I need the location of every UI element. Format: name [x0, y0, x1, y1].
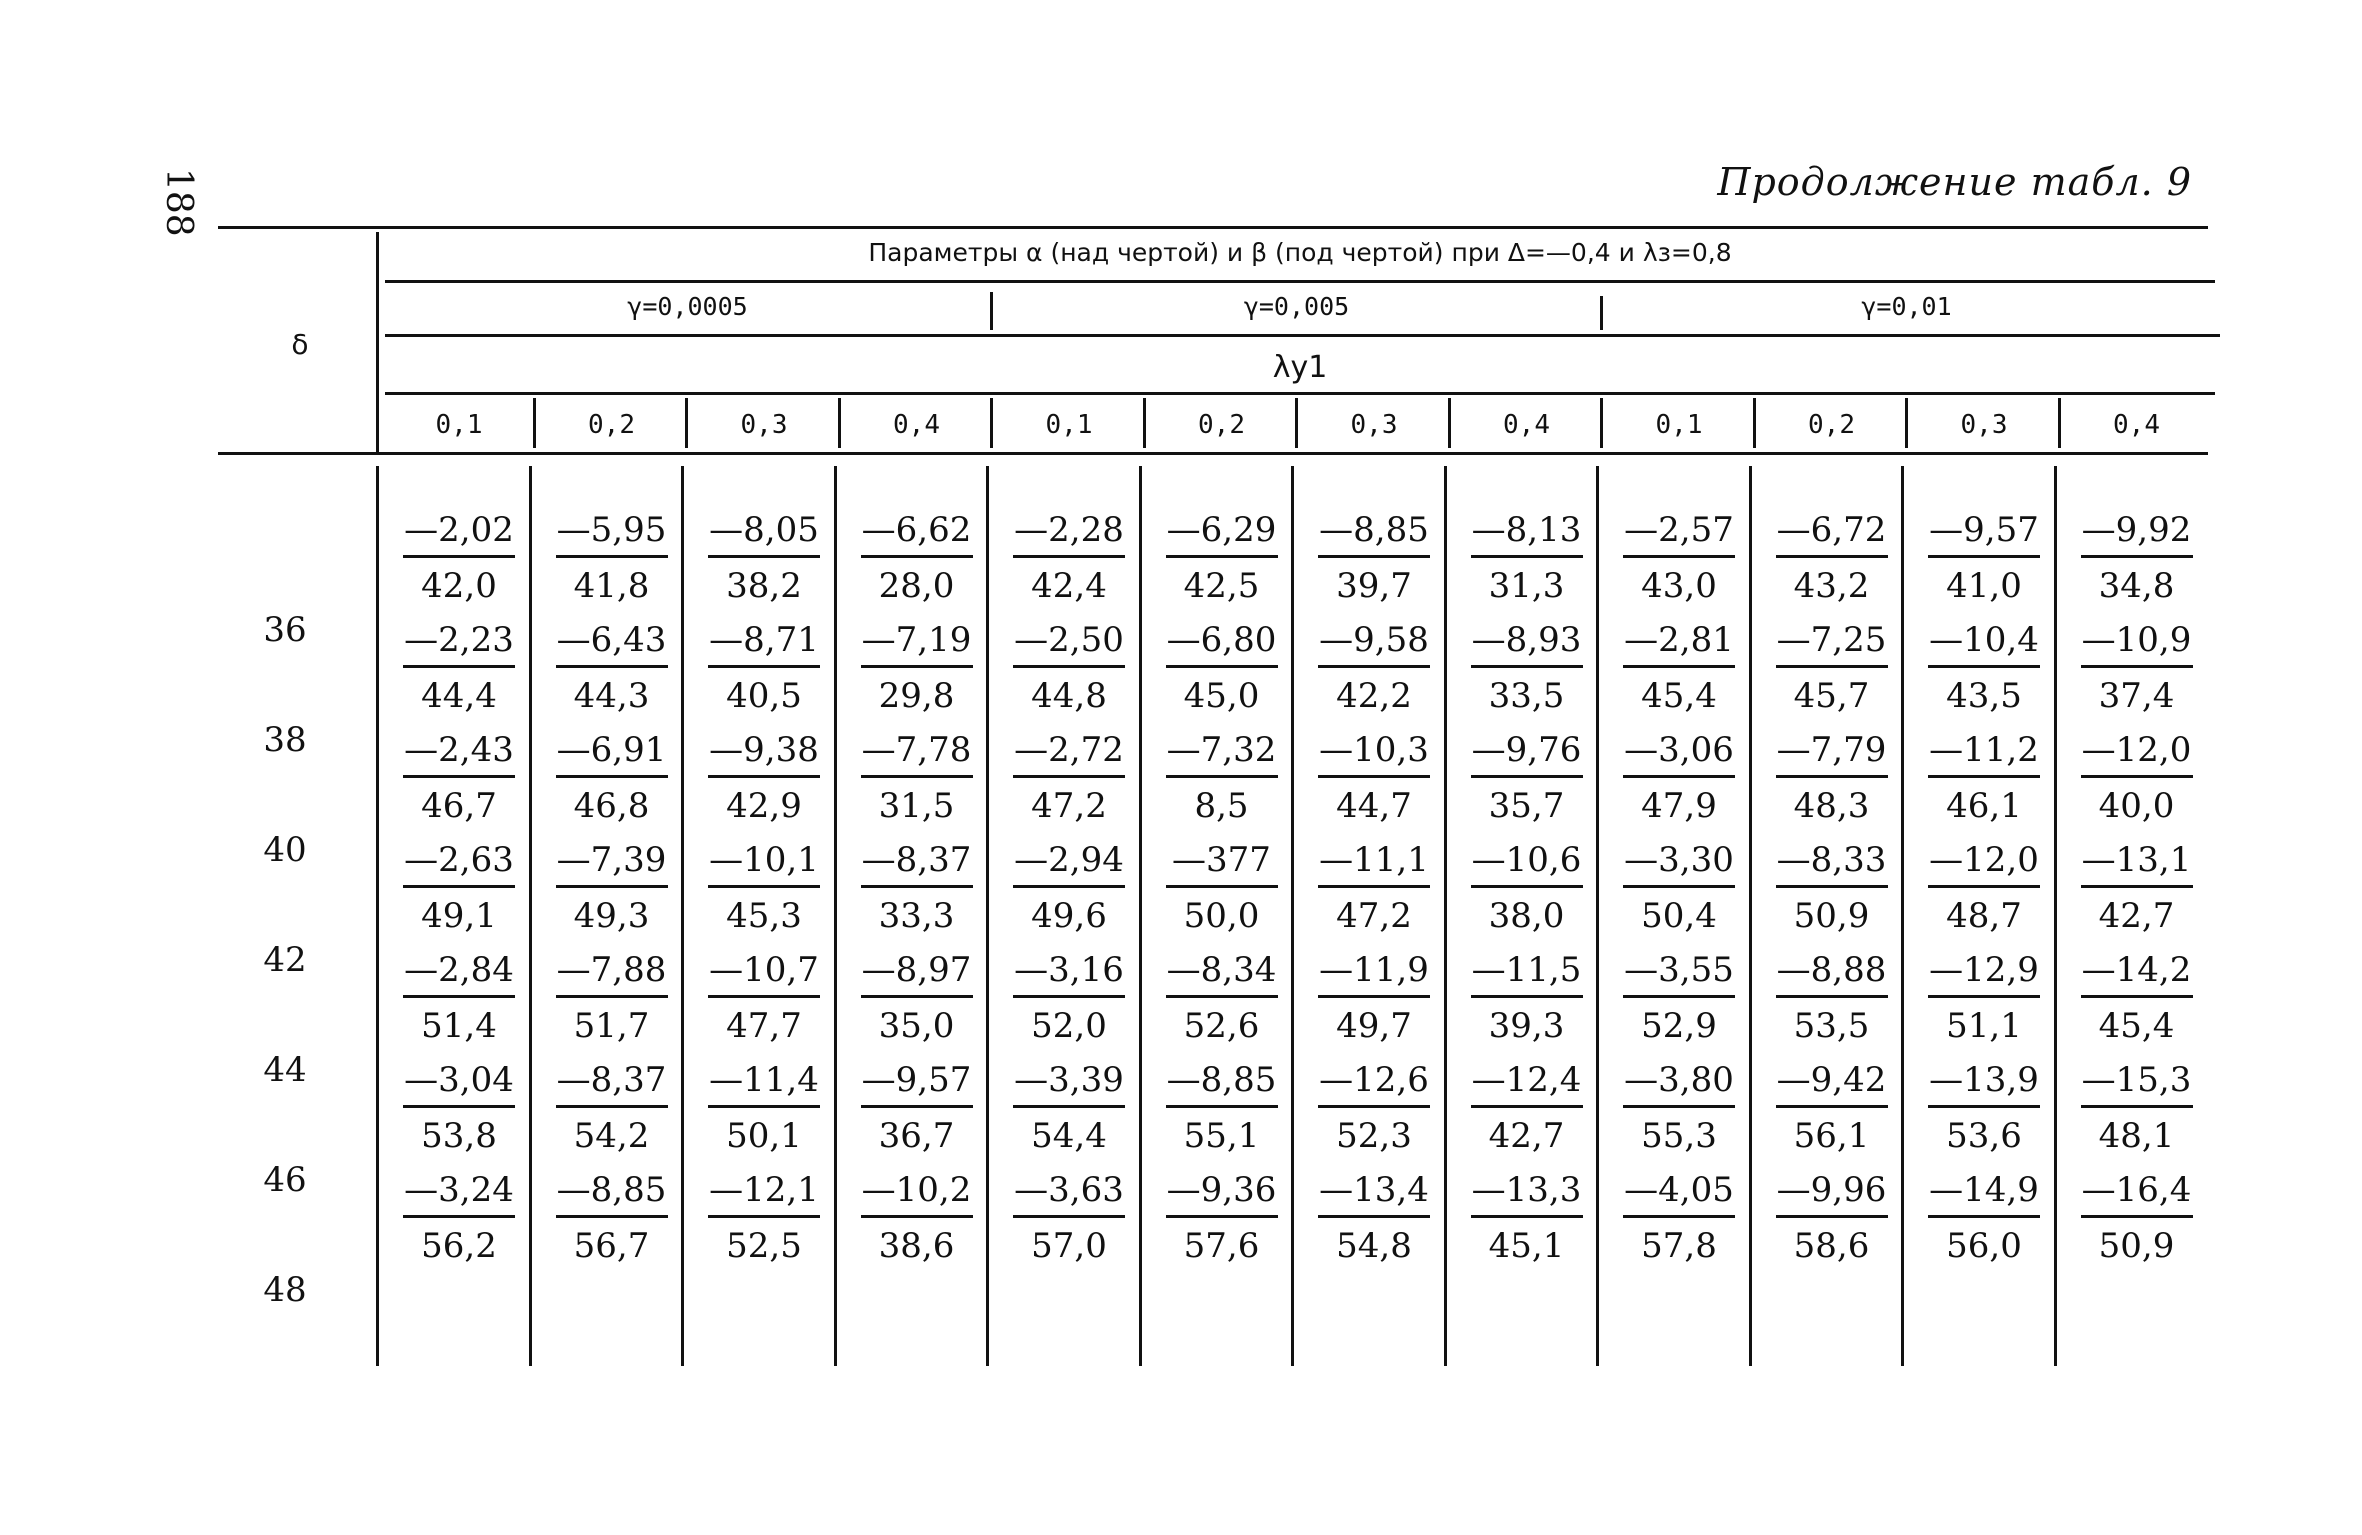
- body-column-divider: [376, 466, 379, 1366]
- alpha-value: —10,2: [861, 1165, 973, 1218]
- column-header-lambda: 0,4: [1503, 410, 1550, 440]
- beta-value: 49,7: [1336, 1006, 1412, 1046]
- alpha-value: —8,85: [1318, 505, 1430, 558]
- alpha-value: —6,43: [556, 615, 668, 668]
- beta-value: 47,7: [726, 1006, 802, 1046]
- delta-header: δ: [291, 328, 309, 361]
- alpha-value: —10,6: [1471, 835, 1583, 888]
- alpha-value: —2,72: [1013, 725, 1125, 778]
- alpha-value: —7,79: [1776, 725, 1888, 778]
- alpha-value: —2,50: [1013, 615, 1125, 668]
- column-header-divider: [1600, 398, 1603, 448]
- beta-value: 46,1: [1946, 786, 2022, 826]
- alpha-value: —2,63: [403, 835, 515, 888]
- alpha-value: —2,28: [1013, 505, 1125, 558]
- beta-value: 37,4: [2098, 676, 2175, 716]
- alpha-value: —6,80: [1166, 615, 1278, 668]
- alpha-value: —8,13: [1471, 505, 1583, 558]
- alpha-value: —9,42: [1776, 1055, 1888, 1108]
- beta-value: 52,6: [1183, 1006, 1260, 1046]
- alpha-value: —6,91: [556, 725, 668, 778]
- beta-value: 53,8: [421, 1116, 497, 1156]
- alpha-value: —11,4: [708, 1055, 820, 1108]
- body-column-divider: [986, 466, 989, 1366]
- alpha-value: —5,95: [556, 505, 668, 558]
- body-column-divider: [1749, 466, 1752, 1366]
- alpha-value: —9,96: [1776, 1165, 1888, 1218]
- alpha-value: —9,36: [1166, 1165, 1278, 1218]
- alpha-value: —8,34: [1166, 945, 1278, 998]
- alpha-value: —9,76: [1471, 725, 1583, 778]
- alpha-value: —13,1: [2081, 835, 2193, 888]
- beta-value: 39,3: [1488, 1006, 1565, 1046]
- beta-value: 52,3: [1336, 1116, 1412, 1156]
- alpha-value: —14,2: [2081, 945, 2193, 998]
- alpha-value: —8,71: [708, 615, 820, 668]
- beta-value: 57,6: [1183, 1226, 1260, 1266]
- column-header-lambda: 0,3: [1350, 410, 1398, 440]
- beta-value: 31,5: [878, 786, 955, 826]
- column-header-divider: [533, 398, 536, 448]
- beta-value: 35,0: [878, 1006, 955, 1046]
- alpha-value: —9,57: [861, 1055, 973, 1108]
- alpha-value: —2,94: [1013, 835, 1125, 888]
- column-header-divider: [1448, 398, 1451, 448]
- alpha-value: —8,37: [556, 1055, 668, 1108]
- alpha-value: —8,05: [708, 505, 820, 558]
- delta-value: 42: [263, 940, 307, 980]
- beta-value: 42,0: [421, 566, 497, 606]
- alpha-value: —16,4: [2081, 1165, 2193, 1218]
- alpha-value: —9,38: [708, 725, 820, 778]
- group-gamma-3: γ=0,01: [1861, 292, 1952, 321]
- beta-value: 40,0: [2098, 786, 2175, 826]
- alpha-value: —11,9: [1318, 945, 1430, 998]
- page-number: 188: [158, 168, 199, 237]
- beta-value: 54,2: [573, 1116, 650, 1156]
- beta-value: 44,4: [421, 676, 497, 716]
- column-header-divider: [1905, 398, 1908, 448]
- alpha-value: —10,1: [708, 835, 820, 888]
- title-rule: [385, 280, 2215, 283]
- beta-value: 56,2: [421, 1226, 497, 1266]
- alpha-value: —8,85: [556, 1165, 668, 1218]
- alpha-value: —7,78: [861, 725, 973, 778]
- column-header-lambda: 0,1: [1655, 410, 1703, 440]
- beta-value: 44,7: [1336, 786, 1412, 826]
- body-column-divider: [529, 466, 532, 1366]
- beta-value: 38,6: [878, 1226, 955, 1266]
- beta-value: 33,5: [1488, 676, 1565, 716]
- beta-value: 46,7: [421, 786, 497, 826]
- beta-value: 49,6: [1031, 896, 1107, 936]
- alpha-value: —2,02: [403, 505, 515, 558]
- alpha-value: —7,88: [556, 945, 668, 998]
- beta-value: 50,0: [1183, 896, 1260, 936]
- beta-value: 52,5: [726, 1226, 802, 1266]
- beta-value: 50,4: [1641, 896, 1717, 936]
- alpha-value: —3,55: [1623, 945, 1735, 998]
- alpha-value: —8,33: [1776, 835, 1888, 888]
- column-header-lambda: 0,3: [1960, 410, 2008, 440]
- beta-value: 38,2: [726, 566, 802, 606]
- alpha-value: —2,84: [403, 945, 515, 998]
- beta-value: 43,2: [1793, 566, 1870, 606]
- beta-value: 43,0: [1641, 566, 1717, 606]
- alpha-value: —10,3: [1318, 725, 1430, 778]
- alpha-value: —9,58: [1318, 615, 1430, 668]
- beta-value: 36,7: [878, 1116, 955, 1156]
- header-bottom-rule: [218, 452, 2208, 455]
- beta-value: 51,7: [573, 1006, 650, 1046]
- column-header-lambda: 0,1: [435, 410, 483, 440]
- beta-value: 43,5: [1946, 676, 2022, 716]
- table-title: Параметры α (над чертой) и β (под чертой) при Δ=—0,4 и λз=0,8: [868, 238, 1732, 267]
- alpha-value: —13,9: [1928, 1055, 2040, 1108]
- body-column-divider: [1596, 466, 1599, 1366]
- alpha-value: —3,24: [403, 1165, 515, 1218]
- beta-value: 55,1: [1183, 1116, 1260, 1156]
- beta-value: 42,7: [2098, 896, 2175, 936]
- body-column-divider: [2054, 466, 2057, 1366]
- beta-value: 42,2: [1336, 676, 1412, 716]
- beta-value: 56,7: [573, 1226, 650, 1266]
- beta-value: 39,7: [1336, 566, 1412, 606]
- alpha-value: —7,39: [556, 835, 668, 888]
- column-header-lambda: 0,1: [1045, 410, 1093, 440]
- beta-value: 51,4: [421, 1006, 497, 1046]
- alpha-value: —7,32: [1166, 725, 1278, 778]
- alpha-value: —2,43: [403, 725, 515, 778]
- alpha-value: —9,92: [2081, 505, 2193, 558]
- column-header-divider: [990, 398, 993, 448]
- delta-value: 44: [263, 1050, 307, 1090]
- beta-value: 44,3: [573, 676, 650, 716]
- beta-value: 44,8: [1031, 676, 1107, 716]
- alpha-value: —4,05: [1623, 1165, 1735, 1218]
- alpha-value: —13,4: [1318, 1165, 1430, 1218]
- alpha-value: —3,39: [1013, 1055, 1125, 1108]
- alpha-value: —11,1: [1318, 835, 1430, 888]
- alpha-value: —12,0: [1928, 835, 2040, 888]
- beta-value: 58,6: [1793, 1226, 1870, 1266]
- alpha-value: —3,16: [1013, 945, 1125, 998]
- alpha-value: —8,97: [861, 945, 973, 998]
- beta-value: 51,1: [1946, 1006, 2022, 1046]
- subheader-rule: [385, 392, 2215, 395]
- beta-value: 49,1: [421, 896, 497, 936]
- group-gamma-1: γ=0,0005: [627, 292, 748, 321]
- beta-value: 34,8: [2098, 566, 2175, 606]
- alpha-value: —3,30: [1623, 835, 1735, 888]
- alpha-value: —9,57: [1928, 505, 2040, 558]
- delta-column-divider: [376, 232, 379, 452]
- beta-value: 55,3: [1641, 1116, 1717, 1156]
- alpha-value: —3,06: [1623, 725, 1735, 778]
- beta-value: 48,1: [2098, 1116, 2175, 1156]
- alpha-value: —12,9: [1928, 945, 2040, 998]
- beta-value: 57,0: [1031, 1226, 1107, 1266]
- column-header-divider: [1295, 398, 1298, 448]
- beta-value: 47,9: [1641, 786, 1717, 826]
- beta-value: 40,5: [726, 676, 802, 716]
- alpha-value: —12,6: [1318, 1055, 1430, 1108]
- alpha-value: —6,29: [1166, 505, 1278, 558]
- beta-value: 52,0: [1031, 1006, 1107, 1046]
- alpha-value: —2,81: [1623, 615, 1735, 668]
- body-column-divider: [1291, 466, 1294, 1366]
- delta-value: 48: [263, 1270, 307, 1310]
- beta-value: 45,3: [726, 896, 802, 936]
- beta-value: 28,0: [878, 566, 955, 606]
- alpha-value: —10,9: [2081, 615, 2193, 668]
- beta-value: 42,4: [1031, 566, 1107, 606]
- beta-value: 41,0: [1946, 566, 2022, 606]
- beta-value: 31,3: [1488, 566, 1565, 606]
- column-header-lambda: 0,3: [740, 410, 788, 440]
- beta-value: 41,8: [573, 566, 650, 606]
- beta-value: 45,4: [1641, 676, 1717, 716]
- beta-value: 49,3: [573, 896, 650, 936]
- alpha-value: —8,85: [1166, 1055, 1278, 1108]
- body-column-divider: [834, 466, 837, 1366]
- beta-value: 29,8: [878, 676, 955, 716]
- alpha-value: —12,0: [2081, 725, 2193, 778]
- group-rule: [385, 334, 2220, 337]
- delta-value: 36: [263, 610, 307, 650]
- beta-value: 47,2: [1031, 786, 1107, 826]
- alpha-value: —2,57: [1623, 505, 1735, 558]
- alpha-value: —8,37: [861, 835, 973, 888]
- beta-value: 33,3: [878, 896, 955, 936]
- beta-value: 56,0: [1946, 1226, 2022, 1266]
- alpha-value: —12,4: [1471, 1055, 1583, 1108]
- column-header-lambda: 0,2: [588, 410, 635, 440]
- beta-value: 50,9: [1793, 896, 1870, 936]
- column-header-lambda: 0,2: [1808, 410, 1855, 440]
- alpha-value: —8,88: [1776, 945, 1888, 998]
- delta-value: 40: [263, 830, 307, 870]
- lambda-subheader: λy1: [1272, 350, 1328, 385]
- alpha-value: —3,04: [403, 1055, 515, 1108]
- beta-value: 45,0: [1183, 676, 1260, 716]
- beta-value: 46,8: [573, 786, 650, 826]
- alpha-value: —7,25: [1776, 615, 1888, 668]
- alpha-value: —10,7: [708, 945, 820, 998]
- body-column-divider: [1139, 466, 1142, 1366]
- beta-value: 42,5: [1183, 566, 1260, 606]
- alpha-value: —3,80: [1623, 1055, 1735, 1108]
- beta-value: 35,7: [1488, 786, 1565, 826]
- alpha-value: —15,3: [2081, 1055, 2193, 1108]
- alpha-value: —8,93: [1471, 615, 1583, 668]
- alpha-value: —12,1: [708, 1165, 820, 1218]
- alpha-value: —14,9: [1928, 1165, 2040, 1218]
- beta-value: 42,7: [1488, 1116, 1565, 1156]
- alpha-value: —7,19: [861, 615, 973, 668]
- beta-value: 48,3: [1793, 786, 1870, 826]
- table-top-rule: [218, 226, 2208, 229]
- beta-value: 53,5: [1793, 1006, 1870, 1046]
- body-column-divider: [1901, 466, 1904, 1366]
- alpha-value: —2,23: [403, 615, 515, 668]
- beta-value: 54,8: [1336, 1226, 1412, 1266]
- beta-value: 56,1: [1793, 1116, 1870, 1156]
- beta-value: 45,7: [1793, 676, 1870, 716]
- group-gamma-2: γ=0,005: [1243, 292, 1350, 321]
- beta-value: 48,7: [1946, 896, 2022, 936]
- body-column-divider: [1444, 466, 1447, 1366]
- beta-value: 50,1: [726, 1116, 802, 1156]
- column-header-divider: [2058, 398, 2061, 448]
- beta-value: 54,4: [1031, 1116, 1107, 1156]
- alpha-value: —3,63: [1013, 1165, 1125, 1218]
- alpha-value: —377: [1166, 835, 1278, 888]
- continuation-title: Продолжение табл. 9: [1717, 160, 2192, 204]
- beta-value: 38,0: [1488, 896, 1565, 936]
- alpha-value: —6,72: [1776, 505, 1888, 558]
- beta-value: 47,2: [1336, 896, 1412, 936]
- beta-value: 8,5: [1194, 786, 1249, 826]
- column-header-lambda: 0,2: [1198, 410, 1245, 440]
- alpha-value: —6,62: [861, 505, 973, 558]
- beta-value: 45,4: [2098, 1006, 2175, 1046]
- beta-value: 57,8: [1641, 1226, 1717, 1266]
- alpha-value: —13,3: [1471, 1165, 1583, 1218]
- beta-value: 53,6: [1946, 1116, 2022, 1156]
- delta-value: 38: [263, 720, 307, 760]
- column-header-divider: [838, 398, 841, 448]
- alpha-value: —11,5: [1471, 945, 1583, 998]
- beta-value: 42,9: [726, 786, 802, 826]
- beta-value: 45,1: [1488, 1226, 1565, 1266]
- column-header-divider: [1143, 398, 1146, 448]
- alpha-value: —11,2: [1928, 725, 2040, 778]
- column-header-lambda: 0,4: [893, 410, 940, 440]
- beta-value: 52,9: [1641, 1006, 1717, 1046]
- delta-value: 46: [263, 1160, 307, 1200]
- column-header-divider: [685, 398, 688, 448]
- body-column-divider: [681, 466, 684, 1366]
- column-header-lambda: 0,4: [2113, 410, 2160, 440]
- beta-value: 50,9: [2098, 1226, 2175, 1266]
- alpha-value: —10,4: [1928, 615, 2040, 668]
- column-header-divider: [1753, 398, 1756, 448]
